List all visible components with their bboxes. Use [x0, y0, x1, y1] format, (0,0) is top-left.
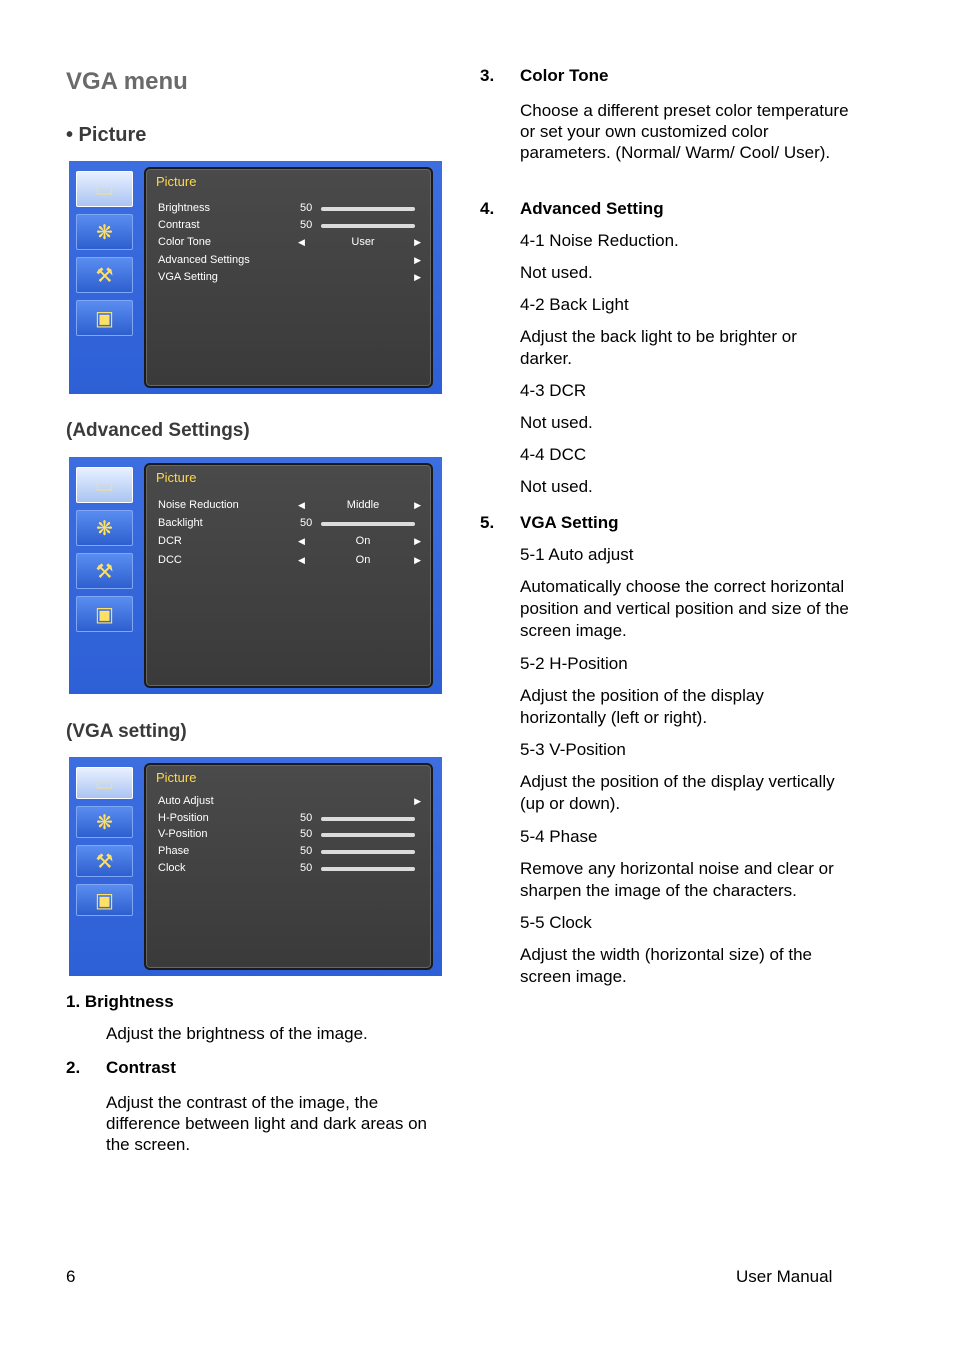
- osd-panel: [144, 463, 433, 688]
- osd-panel-title: Picture: [156, 174, 197, 189]
- footer-manual-label: User Manual: [736, 1267, 833, 1286]
- osd-row-num: 50: [300, 828, 313, 840]
- osd-slider: [321, 817, 415, 821]
- osd-row-clock: [158, 860, 421, 877]
- osd-row-backlight: [158, 515, 421, 532]
- osd-slider-fill: [321, 522, 415, 526]
- osd-row-num: 50: [300, 862, 313, 874]
- sub-5-4-desc: Remove any horizontal noise and clear or sharpen the image of the characters.: [520, 859, 834, 900]
- osd-row-value: On: [355, 535, 371, 547]
- osd-row-v-position: [158, 826, 421, 843]
- lock-icon: ▣: [76, 300, 133, 336]
- arrow-left-icon: ◀: [298, 536, 305, 546]
- osd-row-label: Auto Adjust: [158, 795, 214, 807]
- osd-row-contrast: [158, 217, 421, 234]
- arrow-right-icon: ▶: [414, 555, 421, 565]
- tools-icon: ⚒: [76, 553, 133, 589]
- sub-4-4-desc: Not used.: [520, 477, 593, 496]
- osd-row-value: User: [351, 236, 375, 248]
- osd-slider: [321, 224, 415, 228]
- item-brightness-title: 1. Brightness: [66, 992, 174, 1011]
- tools-icon: ⚒: [76, 845, 133, 877]
- lock-icon: ▣: [76, 884, 133, 916]
- sub-5-1-desc: Automatically choose the correct horizontal position and vertical position and size of the screen image.: [520, 577, 849, 640]
- osd-advanced-screenshot: [69, 457, 442, 694]
- palette-icon: ❋: [76, 510, 133, 546]
- sub-5-3-desc: Adjust the position of the display vertically (up or down).: [520, 772, 835, 813]
- osd-panel: [144, 763, 433, 970]
- sub-4-3-label: 4-3 DCR: [520, 381, 587, 400]
- section-5-num: 5.: [480, 513, 495, 532]
- osd-slider: [321, 207, 415, 211]
- sub-4-2-label: 4-2 Back Light: [520, 295, 629, 314]
- sub-5-5-label: 5-5 Clock: [520, 913, 592, 932]
- sub-4-2-desc: Adjust the back light to be brighter or darker.: [520, 327, 797, 368]
- sub-5-1-label: 5-1 Auto adjust: [520, 545, 634, 564]
- sub-5-2-desc: Adjust the position of the display horizontally (left or right).: [520, 686, 764, 727]
- osd-row-brightness: [158, 200, 421, 217]
- sub-5-4-label: 5-4 Phase: [520, 827, 598, 846]
- section-3-num: 3.: [480, 66, 495, 85]
- osd-row-num: 50: [300, 812, 313, 824]
- osd-panel: [144, 167, 433, 388]
- osd-row-label: Brightness: [158, 202, 210, 214]
- arrow-left-icon: ◀: [298, 237, 305, 247]
- osd-row-label: Color Tone: [158, 236, 211, 248]
- arrow-right-icon: ▶: [414, 536, 421, 546]
- sub-4-1-label: 4-1 Noise Reduction.: [520, 231, 679, 250]
- osd-slider-fill: [321, 867, 415, 871]
- osd-slider: [321, 850, 415, 854]
- osd-row-label: Clock: [158, 862, 186, 874]
- arrow-right-icon: ▶: [414, 796, 421, 806]
- palette-icon: ❋: [76, 806, 133, 838]
- osd-row-vga-setting: [158, 269, 421, 286]
- osd-row-label: H-Position: [158, 812, 209, 824]
- sub-4-3-desc: Not used.: [520, 413, 593, 432]
- monitor-icon: ▭: [76, 767, 133, 799]
- arrow-left-icon: ◀: [298, 500, 305, 510]
- page-title: VGA menu: [66, 68, 188, 95]
- section-5-title: VGA Setting: [520, 513, 619, 532]
- osd-panel-title: Picture: [156, 770, 197, 785]
- item-brightness-desc: Adjust the brightness of the image.: [106, 1024, 368, 1043]
- osd-row-label: Advanced Settings: [158, 254, 250, 266]
- osd-row-value: On: [355, 554, 371, 566]
- sub-5-3-label: 5-3 V-Position: [520, 740, 626, 759]
- lock-icon: ▣: [76, 596, 133, 632]
- osd-row-label: DCC: [158, 554, 182, 566]
- osd-row-dcr: [158, 533, 421, 550]
- monitor-icon: ▭: [76, 467, 133, 503]
- osd-row-auto-adjust: [158, 793, 421, 810]
- osd-row-advanced-settings: [158, 252, 421, 269]
- osd-slider: [321, 522, 415, 526]
- section-3-title: Color Tone: [520, 66, 609, 85]
- arrow-right-icon: ▶: [414, 237, 421, 247]
- osd-row-value: Middle: [346, 499, 380, 511]
- vga-setting-heading: (VGA setting): [66, 721, 187, 742]
- osd-row-h-position: [158, 810, 421, 827]
- osd-row-num: 50: [300, 202, 313, 214]
- osd-sidebar: [76, 171, 133, 343]
- picture-heading: • Picture: [66, 124, 147, 146]
- monitor-icon: ▭: [76, 171, 133, 207]
- osd-picture-screenshot: [69, 161, 442, 394]
- osd-slider: [321, 867, 415, 871]
- osd-slider-fill: [321, 817, 415, 821]
- osd-row-label: V-Position: [158, 828, 208, 840]
- osd-panel-title: Picture: [156, 470, 197, 485]
- osd-slider-fill: [321, 850, 415, 854]
- page-number: 6: [66, 1267, 76, 1286]
- osd-vga-screenshot: [69, 757, 442, 976]
- osd-row-label: Phase: [158, 845, 190, 857]
- sub-5-5-desc: Adjust the width (horizontal size) of the screen image.: [520, 945, 812, 986]
- arrow-right-icon: ▶: [414, 272, 421, 282]
- item-contrast-desc: Adjust the contrast of the image, the difference between light and dark areas on the screen.: [106, 1093, 428, 1154]
- item-contrast-num: 2.: [66, 1058, 81, 1077]
- osd-row-color-tone: [158, 234, 421, 251]
- arrow-right-icon: ▶: [414, 255, 421, 265]
- osd-slider-fill: [321, 207, 415, 211]
- tools-icon: ⚒: [76, 257, 133, 293]
- sub-4-1-desc: Not used.: [520, 263, 593, 282]
- osd-row-num: 50: [300, 845, 313, 857]
- arrow-left-icon: ◀: [298, 555, 305, 565]
- osd-slider-fill: [321, 224, 415, 228]
- osd-row-phase: [158, 843, 421, 860]
- item-contrast-title: Contrast: [106, 1058, 176, 1077]
- arrow-right-icon: ▶: [414, 500, 421, 510]
- palette-icon: ❋: [76, 214, 133, 250]
- osd-row-label: Noise Reduction: [158, 499, 239, 511]
- section-4-num: 4.: [480, 199, 495, 218]
- section-4-title: Advanced Setting: [520, 199, 664, 218]
- sub-5-2-label: 5-2 H-Position: [520, 654, 628, 673]
- osd-row-label: Backlight: [158, 517, 203, 529]
- osd-sidebar: [76, 467, 133, 639]
- osd-slider: [321, 833, 415, 837]
- advanced-settings-heading: (Advanced Settings): [66, 420, 250, 441]
- osd-row-num: 50: [300, 219, 313, 231]
- osd-row-noise-reduction: [158, 497, 421, 514]
- osd-row-label: VGA Setting: [158, 271, 218, 283]
- osd-row-label: DCR: [158, 535, 182, 547]
- osd-row-label: Contrast: [158, 219, 200, 231]
- sub-4-4-label: 4-4 DCC: [520, 445, 587, 464]
- osd-slider-fill: [321, 833, 415, 837]
- osd-row-dcc: [158, 552, 421, 569]
- osd-sidebar: [76, 767, 133, 923]
- osd-row-num: 50: [300, 517, 313, 529]
- section-3-desc: Choose a different preset color temperature or set your own customized color parameters. (Normal/ Warm/ Cool/ User).: [520, 101, 849, 162]
